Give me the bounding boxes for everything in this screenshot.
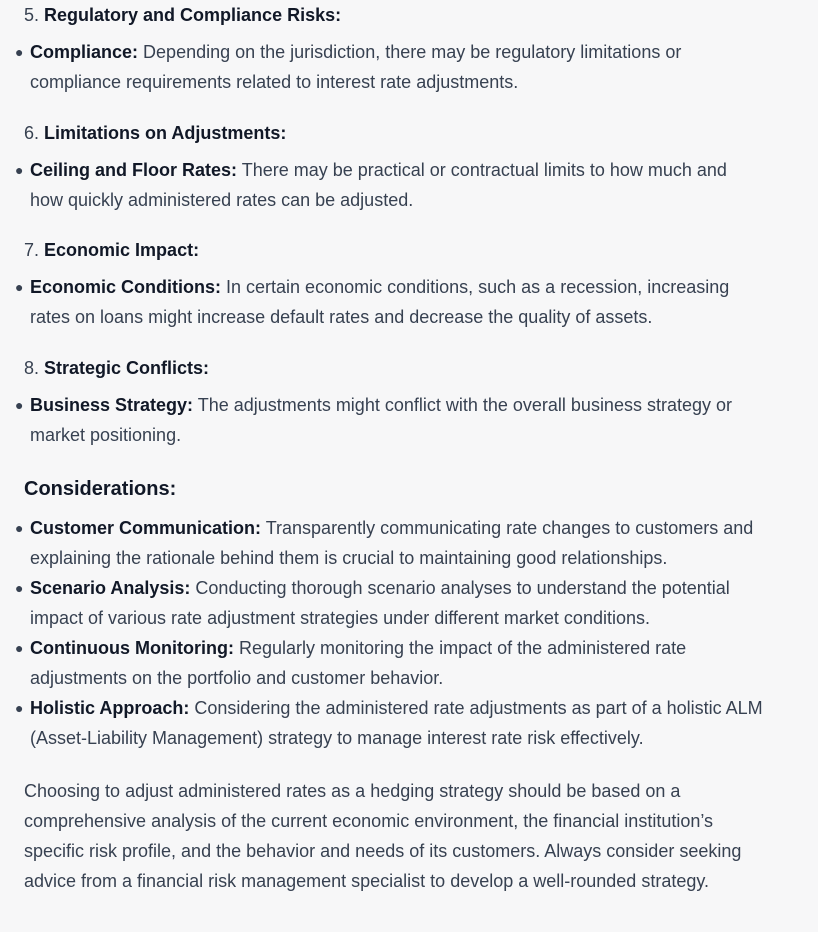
conclusion-paragraph: Choosing to adjust administered rates as a hedging strategy should be based on a comprehensive analysis of the current economic environment, the financial institution’s specific risk profile, and the behavior and needs of its customers. Always consider seeking advice from a financial risk management specialist to develop a well-rounded strategy. (24, 781, 742, 891)
considerations-list (15, 513, 764, 753)
item-term: Compliance: (30, 42, 139, 62)
bullet-icon: ● (15, 640, 24, 656)
section-list-7 (15, 272, 764, 332)
item-text: Transparently communicating rate changes to customers and explaining the rationale behind them is crucial to maintaining good relationships. (30, 518, 754, 568)
section-number: 6. (24, 123, 40, 143)
list-item (15, 37, 764, 97)
considerations-heading: Considerations: (24, 478, 177, 500)
list-item (15, 155, 764, 215)
bullet-icon: ● (15, 279, 24, 295)
item-term: Scenario Analysis: (30, 578, 191, 598)
item-text: Considering the administered rate adjustments as part of a holistic ALM (Asset-Liability Management) strategy to manage interest rate risk effectively. (30, 698, 763, 748)
list-item (15, 693, 764, 753)
section-list-6 (15, 155, 764, 215)
bullet-icon: ● (15, 397, 24, 413)
list-item (15, 272, 764, 332)
section-list-8 (15, 390, 764, 450)
section-heading-7 (24, 235, 818, 265)
bullet-icon: ● (15, 580, 24, 596)
section-heading-6 (24, 118, 818, 148)
item-term: Business Strategy: (30, 395, 194, 415)
item-term: Customer Communication: (30, 518, 262, 538)
section-number: 7. (24, 240, 40, 260)
item-text: There may be practical or contractual limits to how much and how quickly administered rates can be adjusted. (30, 160, 727, 210)
section-heading-8 (24, 353, 818, 383)
item-text: Depending on the jurisdiction, there may be regulatory limitations or compliance requirements related to interest rate adjustments. (30, 42, 682, 92)
item-term: Holistic Approach: (30, 698, 190, 718)
list-item (15, 390, 764, 450)
bullet-icon: ● (15, 520, 24, 536)
item-term: Economic Conditions: (30, 277, 221, 297)
list-item (15, 513, 764, 573)
item-term: Ceiling and Floor Rates: (30, 160, 238, 180)
section-title: Economic Impact: (44, 240, 200, 260)
section-number: 8. (24, 358, 40, 378)
section-title: Regulatory and Compliance Risks: (44, 5, 342, 25)
bullet-icon: ● (15, 44, 24, 60)
bullet-icon: ● (15, 700, 24, 716)
bullet-icon: ● (15, 162, 24, 178)
item-term: Continuous Monitoring: (30, 638, 234, 658)
list-item (15, 573, 764, 633)
section-number: 5. (24, 5, 40, 25)
section-heading-5 (24, 0, 818, 30)
list-item (15, 633, 764, 693)
section-list-5 (15, 37, 764, 97)
item-text: Conducting thorough scenario analyses to understand the potential impact of various rate adjustment strategies under different market conditions. (30, 578, 730, 628)
item-text: The adjustments might conflict with the overall business strategy or market positioning. (30, 395, 732, 445)
section-title: Limitations on Adjustments: (44, 123, 287, 143)
item-text: Regularly monitoring the impact of the administered rate adjustments on the portfolio and customer behavior. (30, 638, 687, 688)
section-title: Strategic Conflicts: (44, 358, 210, 378)
item-text: In certain economic conditions, such as a recession, increasing rates on loans might increase default rates and decrease the quality of assets. (30, 277, 730, 327)
